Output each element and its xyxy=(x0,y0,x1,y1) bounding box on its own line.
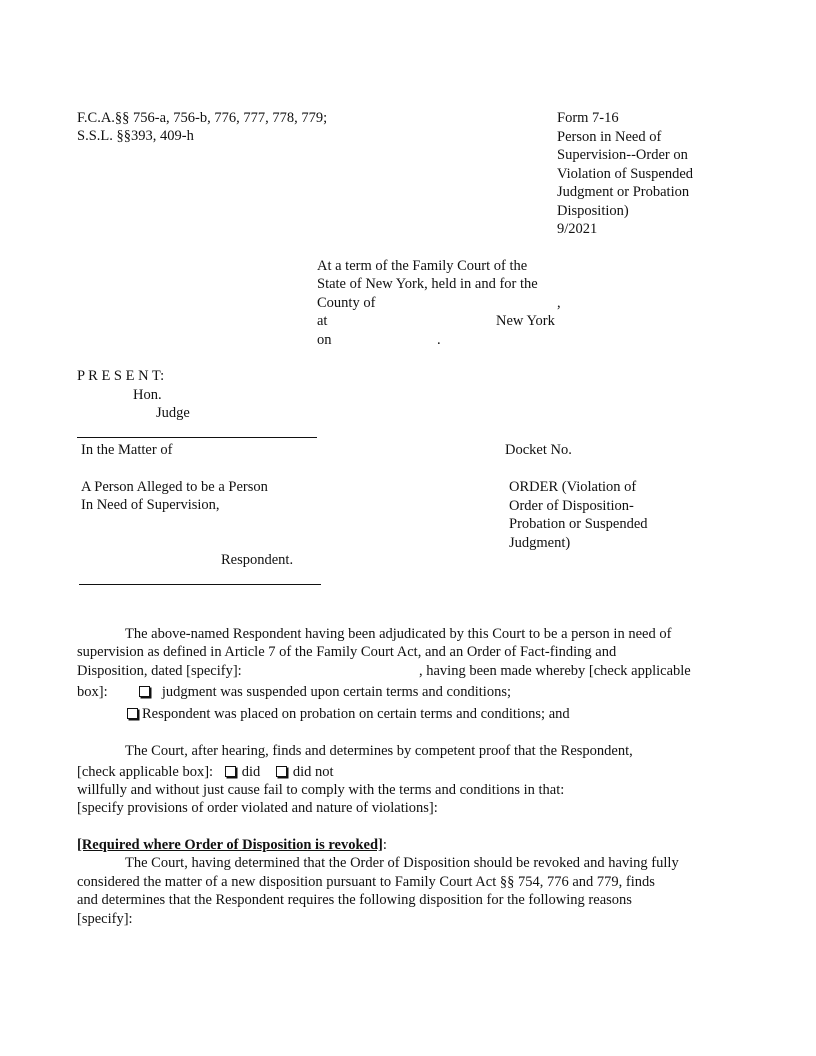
para3-line1: The Court, having determined that the Order of Disposition should be revoked and having fully xyxy=(125,855,679,871)
para1-line3b: , having been made whereby [check applicable xyxy=(419,663,691,679)
option-probation xyxy=(125,705,570,724)
checkbox-judgment-suspended[interactable] xyxy=(139,686,150,697)
para3-line2: considered the matter of a new disposition pursuant to Family Court Act §§ 754, 776 and 779, finds xyxy=(77,874,655,890)
option-probation-label: Respondent was placed on probation on certain terms and conditions; and xyxy=(142,706,570,722)
para1-line1: The above-named Respondent having been adjudicated by this Court to be a person in need of xyxy=(125,626,672,642)
county-comma: , xyxy=(557,295,561,311)
respondent-label: Respondent. xyxy=(221,552,294,568)
statute-citation-2: S.S.L. §§393, 409-h xyxy=(77,128,194,144)
required-heading-text: [Required where Order of Disposition is revoked] xyxy=(77,837,383,853)
para3-line3: and determines that the Respondent requires the following disposition for the following reasons xyxy=(77,892,632,908)
on-label: on xyxy=(317,332,332,348)
para3-line4: [specify]: xyxy=(77,911,133,927)
matter-label: In the Matter of xyxy=(81,442,173,458)
order-title-line: Judgment) xyxy=(509,534,571,551)
para2-line4: [specify provisions of order violated and nature of violations]: xyxy=(77,800,438,816)
caption-top-rule xyxy=(77,437,317,438)
date-period: . xyxy=(437,332,441,348)
required-heading xyxy=(77,836,387,855)
form-title-line: Judgment or Probation xyxy=(557,184,690,200)
hon-label: Hon. xyxy=(133,387,162,403)
para2-line1: The Court, after hearing, finds and determines by competent proof that the Respondent, xyxy=(125,743,633,759)
option-judgment-suspended-label: judgment was suspended upon certain terms and conditions; xyxy=(161,684,511,700)
para2-line2 xyxy=(77,763,334,782)
person-line-1: A Person Alleged to be a Person xyxy=(81,479,268,495)
form-title-line: Form 7-16 xyxy=(557,110,619,126)
required-heading-colon: : xyxy=(382,837,387,853)
state-name: New York xyxy=(496,313,555,329)
para1-line3a: Disposition, dated [specify]: xyxy=(77,663,242,679)
docket-label: Docket No. xyxy=(505,442,572,458)
did-label: did xyxy=(241,764,261,780)
form-title-line: Person in Need of xyxy=(557,128,662,145)
checkbox-probation[interactable] xyxy=(127,708,138,719)
para1-line2: supervision as defined in Article 7 of the Family Court Act, and an Order of Fact-finding and xyxy=(77,644,617,660)
term-line-2: State of New York, held in and for the xyxy=(317,276,538,292)
order-title xyxy=(509,478,648,552)
para2-line3: willfully and without just cause fail to comply with the terms and conditions in that: xyxy=(77,782,565,798)
term-line-1: At a term of the Family Court of the xyxy=(317,258,528,274)
box-label: box]: xyxy=(77,684,108,700)
judge-label: Judge xyxy=(156,405,190,421)
caption-bottom-rule xyxy=(79,584,321,585)
statute-citation-1: F.C.A.§§ 756-a, 756-b, 776, 777, 778, 779; xyxy=(77,110,328,126)
order-title-line: ORDER (Violation of xyxy=(509,479,637,495)
para1-line4 xyxy=(77,683,511,702)
form-date: 9/2021 xyxy=(557,221,598,237)
check-applicable-label: [check applicable box]: xyxy=(77,764,214,780)
at-label: at xyxy=(317,313,328,329)
form-title xyxy=(557,109,693,239)
order-title-line: Probation or Suspended xyxy=(509,516,648,532)
checkbox-did[interactable] xyxy=(225,766,236,777)
person-line-2: In Need of Supervision, xyxy=(81,497,220,513)
form-title-line: Disposition) xyxy=(557,202,629,219)
form-title-line: Supervision--Order on xyxy=(557,147,688,163)
checkbox-did-not[interactable] xyxy=(276,766,287,777)
form-title-line: Violation of Suspended xyxy=(557,165,694,182)
present-label: P R E S E N T: xyxy=(77,368,165,384)
did-not-label: did not xyxy=(292,764,334,780)
county-label: County of xyxy=(317,295,376,311)
order-title-line: Order of Disposition- xyxy=(509,497,634,514)
